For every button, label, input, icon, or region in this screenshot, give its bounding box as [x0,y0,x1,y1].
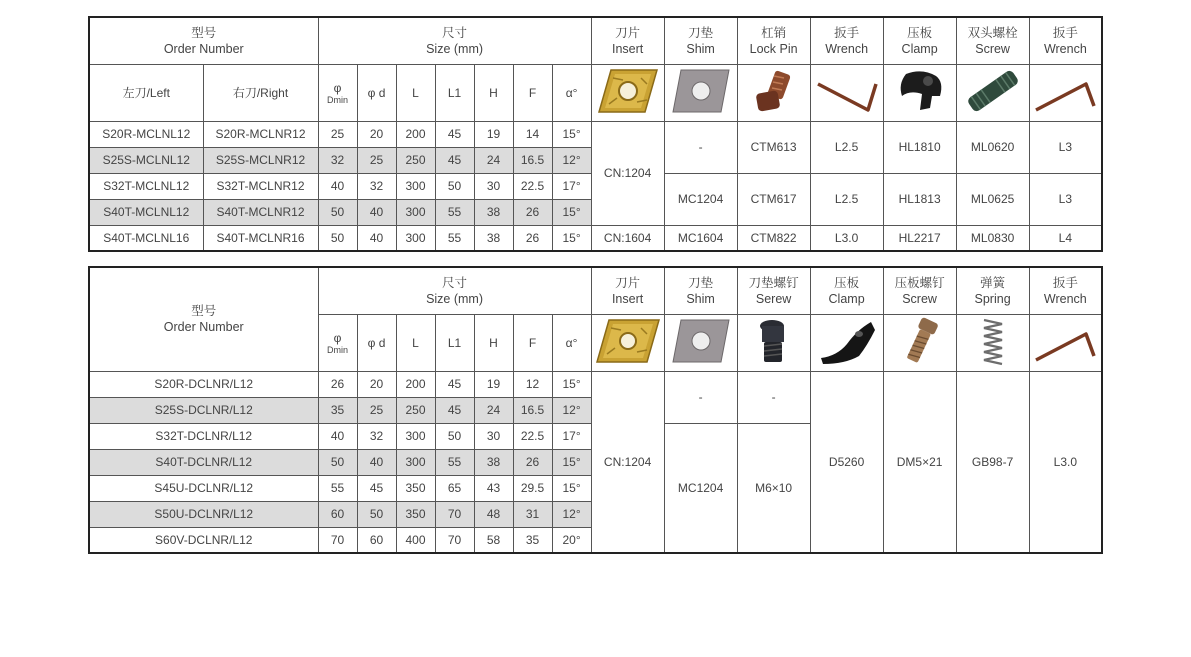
lock-pin-value: CTM822 [737,225,810,251]
clamp-value: HL1810 [883,121,956,173]
insert-value: CN:1204 [591,121,664,225]
clamp-header: 压板 Clamp [883,17,956,64]
insert-image [591,64,664,121]
lock-pin-value: CTM617 [737,173,810,225]
l1-header: L1 [435,64,474,121]
shim-value: - [664,371,737,423]
shim-icon [671,316,731,366]
shim-screw-value: M6×10 [737,423,810,553]
wrench-icon [1032,316,1098,366]
table-row: S32T-DCLNR/L12 40 32 300 50 30 22.5 17° MC1204 M6×10 [89,423,1102,449]
spring-image [956,314,1029,371]
insert-image [591,314,664,371]
shim-value: MC1204 [664,423,737,553]
lock-pin-value: CTM613 [737,121,810,173]
insert-icon [597,66,659,116]
size-header: 尺寸 Size (mm) [318,17,591,64]
screw-value: ML0830 [956,225,1029,251]
spring-value: GB98-7 [956,371,1029,553]
shim-screw-image [737,314,810,371]
f-header: F [513,64,552,121]
header-row [89,17,1102,64]
clamp-screw-value: DM5×21 [883,371,956,553]
wrench2-value: L3 [1029,173,1102,225]
lock-pin-icon [749,66,799,116]
phi-d-header: φ d [357,64,396,121]
insert-header: 刀片 Insert [591,267,664,314]
wrench-image [810,64,883,121]
table-row: S25S-DCLNR/L12 35 25 250 45 24 16.5 12° [89,397,1102,423]
lock-pin-header: 杠销 Lock Pin [737,17,810,64]
h-header: H [474,64,513,121]
clamp-header: 压板 Clamp [810,267,883,314]
clamp-icon [892,66,948,116]
table-row: S45U-DCLNR/L12 55 45 350 65 43 29.5 15° [89,475,1102,501]
shim-icon [671,66,731,116]
insert-value: CN:1604 [591,225,664,251]
spring-header: 弹簧 Spring [956,267,1029,314]
wrench-icon [814,66,880,116]
shim-image [664,64,737,121]
phi-dmin-header: φ Dmin [318,314,357,371]
wrench2-header: 扳手 Wrench [1029,17,1102,64]
size-header: 尺寸 Size (mm) [318,267,591,314]
insert-value: CN:1204 [591,371,664,553]
spec-table-mcln [88,16,1103,252]
clamp-image [810,314,883,371]
wrench2-image [1029,64,1102,121]
stud-screw-icon [960,66,1026,116]
table-row: S50U-DCLNR/L12 60 50 350 70 48 31 12° [89,501,1102,527]
shim-screw-header: 刀垫螺钉 Serew [737,267,810,314]
screw-value: ML0620 [956,121,1029,173]
shim-value: MC1204 [664,173,737,225]
wrench-header: 扳手 Wrench [1029,267,1102,314]
f-header: F [513,314,552,371]
l-header: L [396,314,435,371]
left-header: 左刀/Left [89,64,203,121]
wrench-value: L3.0 [1029,371,1102,553]
screw-value: ML0625 [956,173,1029,225]
shim-header: 刀垫 Shim [664,17,737,64]
clamp-screw-header: 压板螺钉 Screw [883,267,956,314]
insert-icon [595,316,661,366]
alpha-header: α° [552,64,591,121]
shim-image [664,314,737,371]
wrench-icon [1032,66,1098,116]
table-row: S25S-MCLNL12 S25S-MCLNR12 32 25 250 45 24 16.5 12° [89,147,1102,173]
clamp-screw-image [883,314,956,371]
spring-icon [978,316,1008,366]
alpha-header: α° [552,314,591,371]
wrench-value: L3.0 [810,225,883,251]
phi-d-header: φ d [357,314,396,371]
h-header: H [474,314,513,371]
wrench-value: L2.5 [810,121,883,173]
order-number-header: 型号 Order Number [89,267,318,371]
shim-header: 刀垫 Shim [664,267,737,314]
shim-screw-value: - [737,371,810,423]
wrench2-value: L3 [1029,121,1102,173]
clamp-value: HL2217 [883,225,956,251]
order-number-header: 型号 Order Number [89,17,318,64]
wrench2-value: L4 [1029,225,1102,251]
phi-dmin-header: φ Dmin [318,64,357,121]
clamp-value: D5260 [810,371,883,553]
table-row: S40T-MCLNL16 S40T-MCLNR16 50 40 300 55 38 26 15° CN:1604 MC1604 CTM822 L3.0 HL2217 ML0830 L4 [89,225,1102,251]
wrench-image [1029,314,1102,371]
table-row: S20R-DCLNR/L12 26 20 200 45 19 12 15° CN:1204 - - D5260 DM5×21 GB98-7 L3.0 [89,371,1102,397]
clamp-screw-icon [895,316,945,366]
table-row: S60V-DCLNR/L12 70 60 400 70 58 35 20° [89,527,1102,553]
spec-table-dcln [88,266,1103,554]
wrench-value: L2.5 [810,173,883,225]
subheader-row [89,64,1102,121]
screw-image [956,64,1029,121]
clamp-icon [817,316,877,366]
l-header: L [396,64,435,121]
lock-pin-image [737,64,810,121]
right-header: 右刀/Right [203,64,318,121]
wrench-header: 扳手 Wrench [810,17,883,64]
header-row [89,267,1102,314]
l1-header: L1 [435,314,474,371]
table-row: S20R-MCLNL12 S20R-MCLNR12 25 20 200 45 19 14 15° CN:1204 - CTM613 L2.5 HL1810 ML0620 L3 [89,121,1102,147]
shim-value: - [664,121,737,173]
shim-screw-icon [754,316,794,366]
clamp-value: HL1813 [883,173,956,225]
insert-header: 刀片 Insert [591,17,664,64]
screw-header: 双头螺栓 Screw [956,17,1029,64]
table-row: S40T-DCLNR/L12 50 40 300 55 38 26 15° [89,449,1102,475]
table-row: S32T-MCLNL12 S32T-MCLNR12 40 32 300 50 30 22.5 17° MC1204 CTM617 L2.5 HL1813 ML0625 L3 [89,173,1102,199]
shim-value: MC1604 [664,225,737,251]
table-row: S40T-MCLNL12 S40T-MCLNR12 50 40 300 55 38 26 15° [89,199,1102,225]
clamp-image [883,64,956,121]
